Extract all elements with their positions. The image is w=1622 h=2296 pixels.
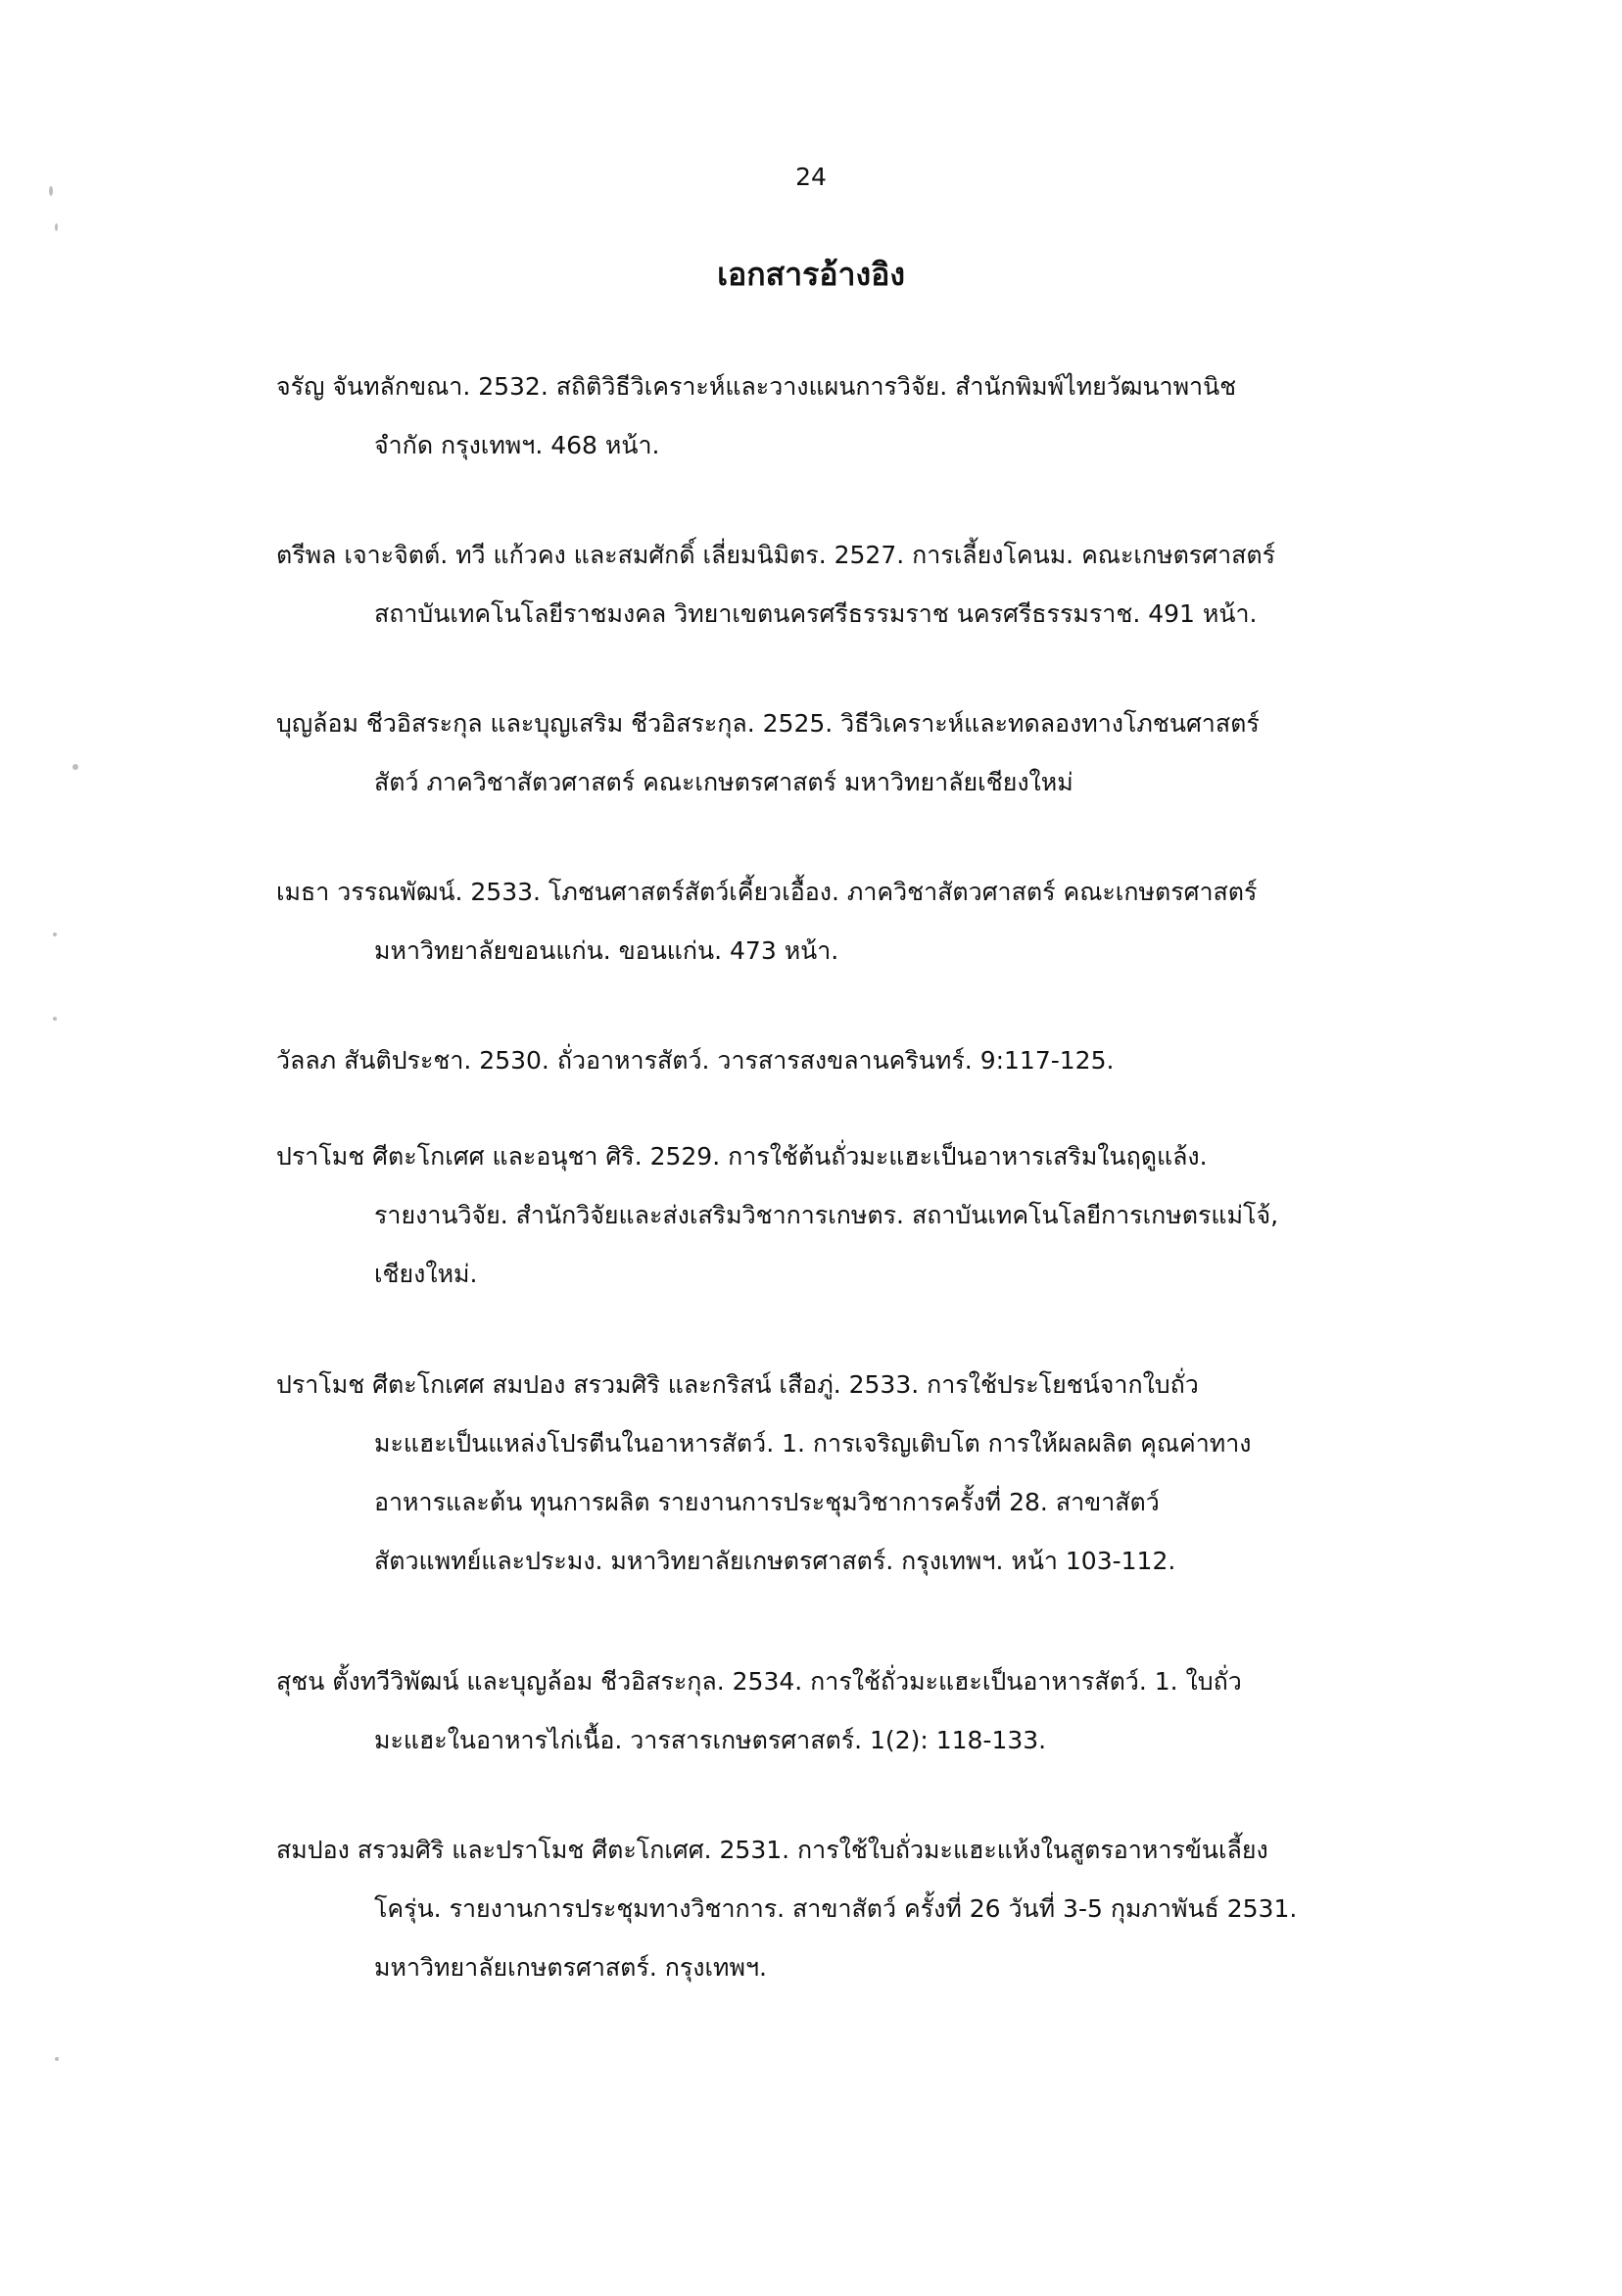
reference-entry xyxy=(276,1356,1252,1591)
reference-line: บุญล้อม ชีวอิสระกุล และบุญเสริม ชีวอิสระกุล. 2525. วิธีวิเคราะห์และทดลองทางโภชนศาสตร์ xyxy=(276,709,1260,738)
page-number: 24 xyxy=(795,163,827,191)
reference-line: ปราโมช ศีตะโกเศศ สมปอง สรวมศิริ และกริสน์ เสือภู่. 2533. การใช้ประโยชน์จากใบถั่ว xyxy=(276,1370,1199,1399)
reference-line: จำกัด กรุงเทพฯ. 468 หน้า. xyxy=(374,431,660,459)
reference-line: มะแฮะเป็นแหล่งโปรตีนในอาหารสัตว์. 1. การเจริญเติบโต การให้ผลผลิต คุณค่าทาง xyxy=(374,1429,1252,1458)
reference-entry xyxy=(276,526,1275,644)
reference-entry xyxy=(276,1031,1114,1090)
reference-line: เชียงใหม่. xyxy=(374,1260,478,1288)
scan-speck xyxy=(53,1017,57,1021)
reference-line: สัตวแพทย์และประมง. มหาวิทยาลัยเกษตรศาสตร์. กรุงเทพฯ. หน้า 103-112. xyxy=(374,1547,1176,1575)
reference-entry xyxy=(276,1821,1297,1997)
reference-entry xyxy=(276,863,1257,981)
reference-line: เมธา วรรณพัฒน์. 2533. โภชนศาสตร์สัตว์เคี้ยวเอื้อง. ภาควิชาสัตวศาสตร์ คณะเกษตรศาสตร์ xyxy=(276,878,1258,906)
reference-line: โครุ่น. รายงานการประชุมทางวิชาการ. สาขาสัตว์ ครั้งที่ 26 วันที่ 3-5 กุมภาพันธ์ 2531. xyxy=(374,1894,1298,1923)
reference-entry xyxy=(276,1652,1242,1770)
reference-line: วัลลภ สันติประชา. 2530. ถั่วอาหารสัตว์. วารสารสงขลานครินทร์. 9:117-125. xyxy=(276,1046,1115,1075)
page-title: เอกสารอ้างอิง xyxy=(717,256,905,293)
reference-line: มหาวิทยาลัยเกษตรศาสตร์. กรุงเทพฯ. xyxy=(374,1953,767,1982)
scan-speck xyxy=(55,2057,59,2061)
scan-speck xyxy=(72,764,78,770)
reference-line: มะแฮะในอาหารไก่เนื้อ. วารสารเกษตรศาสตร์. 1(2): 118-133. xyxy=(374,1726,1047,1754)
reference-line: สมปอง สรวมศิริ และปราโมช ศีตะโกเศศ. 2531. การใช้ใบถั่วมะแฮะแห้งในสูตรอาหารข้นเลี้ยง xyxy=(276,1836,1268,1864)
reference-line: สถาบันเทคโนโลยีราชมงคล วิทยาเขตนครศรีธรรมราช นครศรีธรรมราช. 491 หน้า. xyxy=(374,599,1258,628)
reference-line: สุชน ตั้งทวีวิพัฒน์ และบุญล้อม ชีวอิสระกุล. 2534. การใช้ถั่วมะแฮะเป็นอาหารสัตว์. 1. ใบถั่ว xyxy=(276,1667,1242,1696)
reference-line: อาหารและต้น ทุนการผลิต รายงานการประชุมวิชาการครั้งที่ 28. สาขาสัตว์ xyxy=(374,1488,1160,1516)
reference-entry xyxy=(276,694,1260,812)
reference-line: รายงานวิจัย. สำนักวิจัยและส่งเสริมวิชาการเกษตร. สถาบันเทคโนโลยีการเกษตรแม่โจ้, xyxy=(374,1201,1279,1229)
reference-line: จรัญ จันทลักขณา. 2532. สถิติวิธีวิเคราะห์และวางแผนการวิจัย. สำนักพิมพ์ไทยวัฒนาพานิช xyxy=(276,372,1237,401)
reference-line: ตรีพล เจาะจิตต์. ทวี แก้วคง และสมศักดิ์ เลี่ยมนิมิตร. 2527. การเลี้ยงโคนม. คณะเกษตรศาสตร์ xyxy=(276,541,1276,569)
reference-entry xyxy=(276,1127,1278,1304)
scan-speck xyxy=(55,223,58,231)
reference-entry xyxy=(276,358,1236,475)
reference-line: สัตว์ ภาควิชาสัตวศาสตร์ คณะเกษตรศาสตร์ มหาวิทยาลัยเชียงใหม่ xyxy=(374,768,1073,796)
scan-speck xyxy=(53,933,57,936)
reference-line: ปราโมช ศีตะโกเศศ และอนุชา ศิริ. 2529. การใช้ต้นถั่วมะแฮะเป็นอาหารเสริมในฤดูแล้ง. xyxy=(276,1142,1208,1171)
reference-line: มหาวิทยาลัยขอนแก่น. ขอนแก่น. 473 หน้า. xyxy=(374,936,839,965)
